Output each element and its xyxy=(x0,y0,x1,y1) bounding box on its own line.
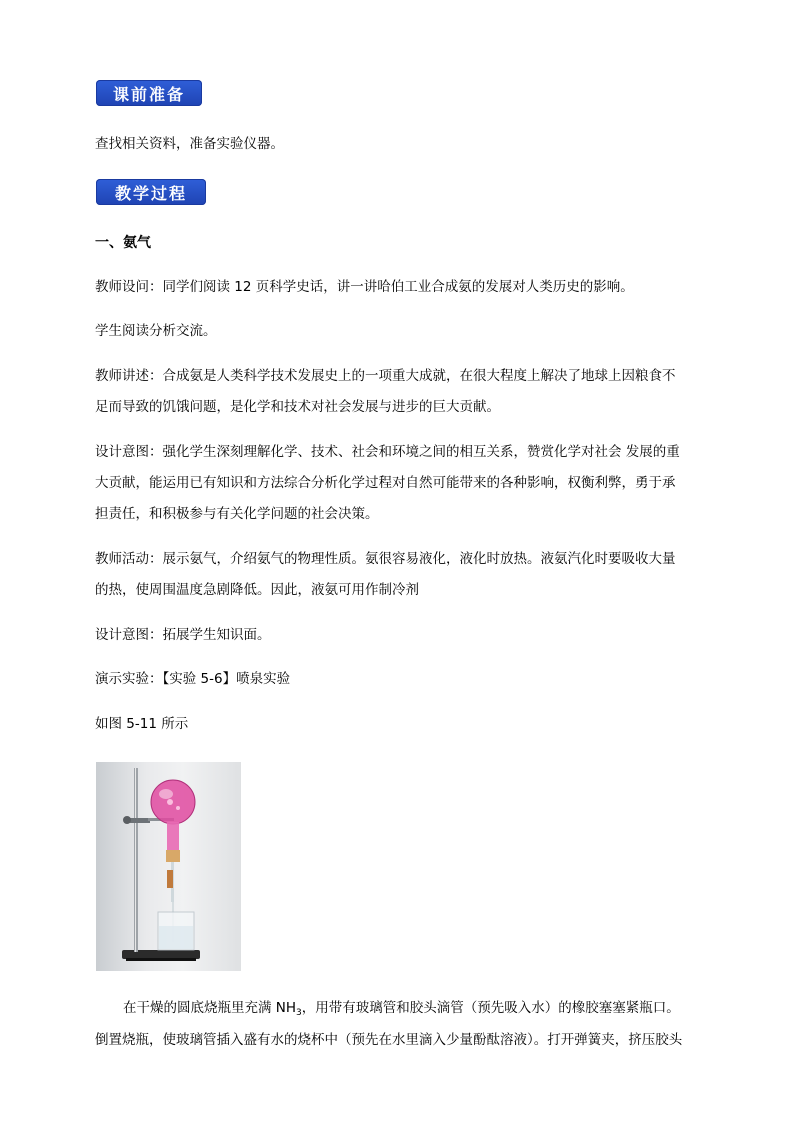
paragraph-procedure-line2: 倒置烧瓶，使玻璃管插入盛有水的烧杯中（预先在水里滴入少量酚酞溶液）。打开弹簧夹，挤压胶头 xyxy=(95,1032,683,1048)
paragraph-teacher-activity-line2: 的热，使周围温度急剧降低。因此，液氨可用作制冷剂 xyxy=(95,582,419,598)
paragraph-design-intent-line2: 大贡献，能运用已有知识和方法综合分析化学过程对自然可能带来的各种影响，权衡利弊，勇于承 xyxy=(95,475,676,491)
paragraph-procedure-line1 xyxy=(95,998,701,1024)
paragraph-teacher-activity-line1: 教师活动：展示氨气，介绍氨气的物理性质。氨很容易液化，液化时放热。液氨汽化时要吸收大量 xyxy=(95,551,676,567)
prep-text: 查找相关资料，准备实验仪器。 xyxy=(95,136,284,152)
paragraph-demo-experiment: 演示实验：【实验 5-6】喷泉实验 xyxy=(95,671,291,687)
section-badge-prep: 课前准备 xyxy=(96,80,202,106)
paragraph-figure-ref: 如图 5-11 所示 xyxy=(95,716,189,732)
paragraph-design-intent-line1: 设计意图：强化学生深刻理解化学、技术、社会和环境之间的相互关系，赞赏化学对社会 发展的重 xyxy=(95,444,680,460)
paragraph-design-intent-line3: 担责任，和积极参与有关化学问题的社会决策。 xyxy=(95,506,379,522)
paragraph-design-intent-2: 设计意图：拓展学生知识面。 xyxy=(95,627,271,643)
paragraph-student-discussion: 学生阅读分析交流。 xyxy=(95,323,217,339)
fountain-apparatus-illustration xyxy=(96,762,241,971)
paragraph-teacher-question: 教师设问：同学们阅读 12 页科学史话，讲一讲哈伯工业合成氨的发展对人类历史的影响。 xyxy=(95,279,634,295)
procedure-text-a: 在干燥的圆底烧瓶里充满 NH xyxy=(123,1000,297,1016)
subscript-3: 3 xyxy=(296,1008,302,1018)
heading-ammonia: 一、氨气 xyxy=(95,235,151,251)
fountain-experiment-photo xyxy=(96,762,241,971)
paragraph-teacher-narration-line2: 足而导致的饥饿问题，是化学和技术对社会发展与进步的巨大贡献。 xyxy=(95,399,500,415)
paragraph-teacher-narration-line1: 教师讲述：合成氨是人类科学技术发展史上的一项重大成就，在很大程度上解决了地球上因粮食不 xyxy=(95,368,676,384)
section-badge-process: 教学过程 xyxy=(96,179,206,205)
procedure-text-b: ，用带有玻璃管和胶头滴管（预先吸入水）的橡胶塞塞紧瓶口。 xyxy=(301,1000,680,1016)
